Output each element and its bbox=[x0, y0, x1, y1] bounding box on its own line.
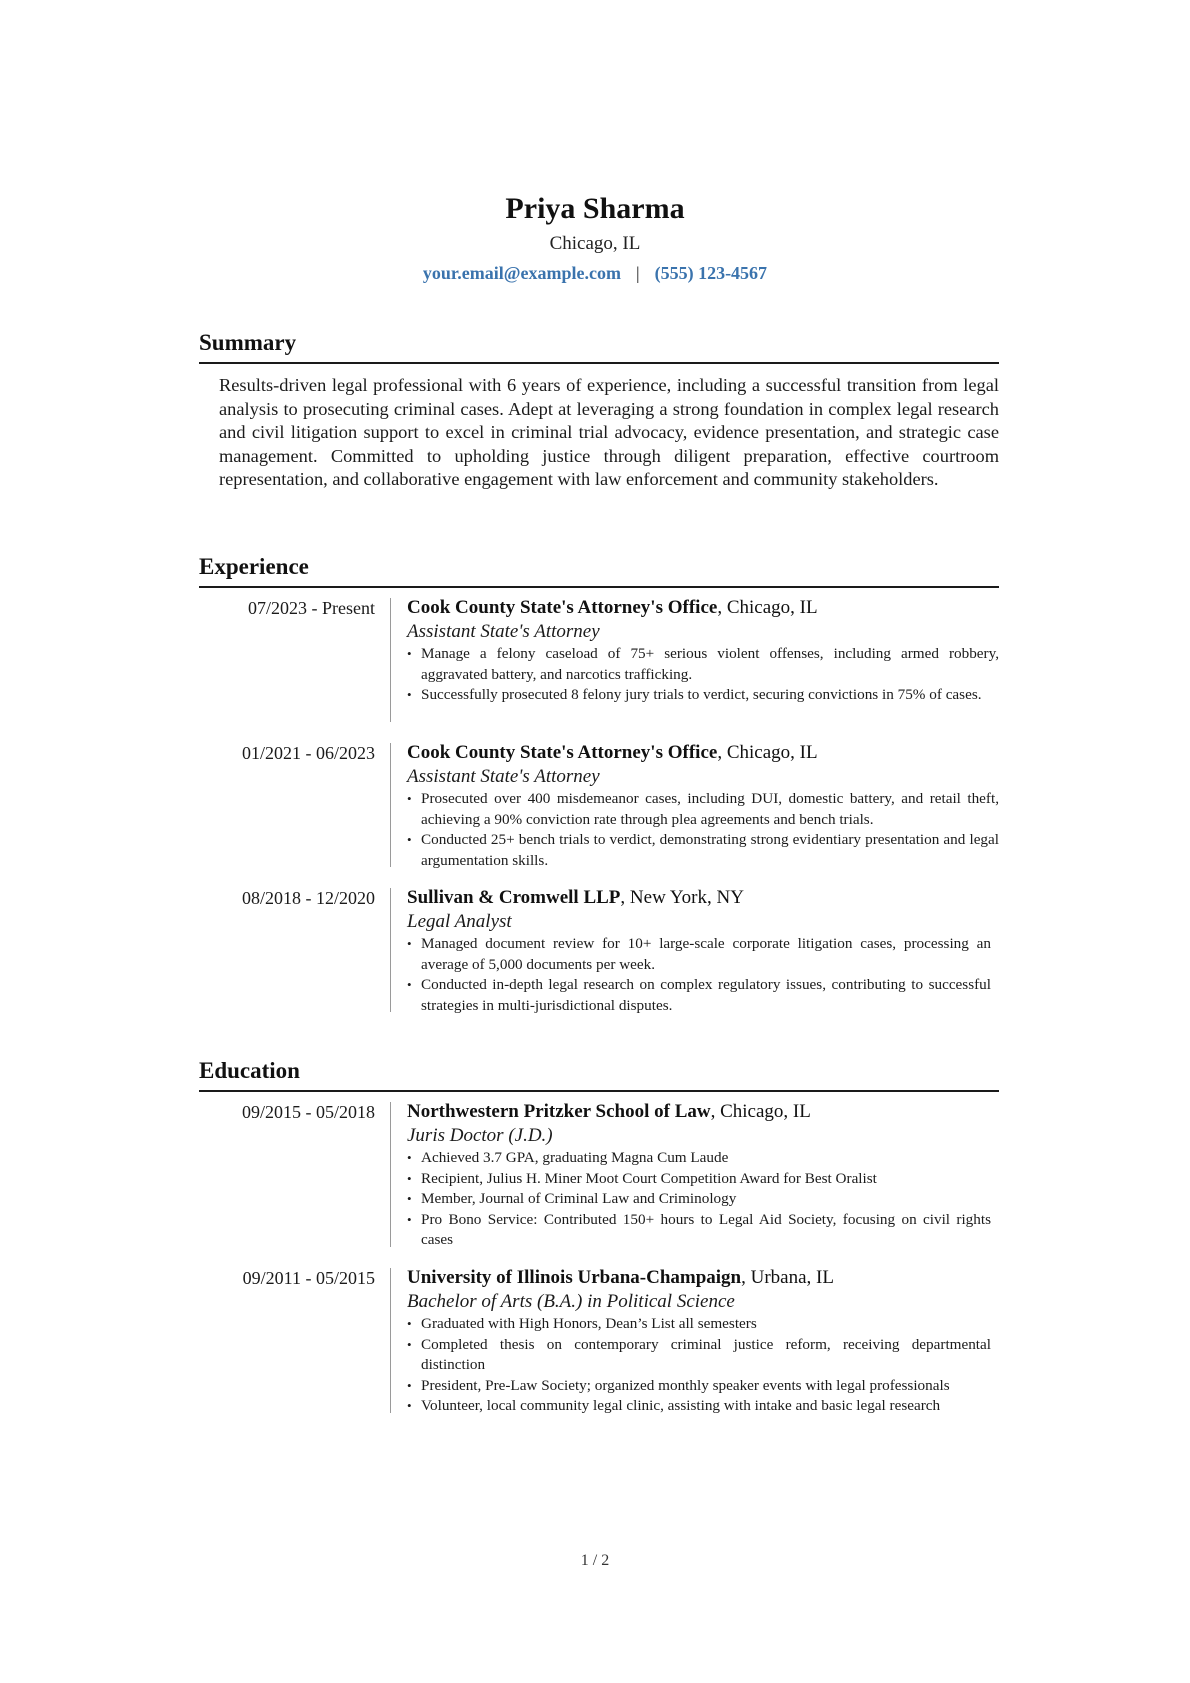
bullet-item: • Pro Bono Service: Contributed 150+ hours to Legal Aid Society, focusing on civil rights cases bbox=[407, 1210, 991, 1251]
bullet-item: • Prosecuted over 400 misdemeanor cases, including DUI, domestic battery, and retail theft, achieving a 90% conviction rate through plea agreements and bench trials. bbox=[407, 789, 999, 830]
timeline-line bbox=[390, 888, 391, 1012]
section-divider bbox=[199, 362, 999, 364]
entry-date: 08/2018 - 12/2020 bbox=[242, 888, 375, 908]
entry-bullets bbox=[407, 644, 999, 706]
entry-org: University of Illinois Urbana-Champaign bbox=[407, 1267, 742, 1288]
bullet-item: • Successfully prosecuted 8 felony jury trials to verdict, securing convictions in 75% of cases. bbox=[407, 685, 999, 706]
education-heading: Education bbox=[199, 1058, 300, 1083]
email-link[interactable]: your.email@example.com bbox=[422, 263, 621, 283]
timeline-line bbox=[390, 1268, 391, 1413]
entry-org: Sullivan & Cromwell LLP bbox=[407, 887, 621, 908]
entry-org-line bbox=[407, 1100, 991, 1124]
entry-location: , Chicago, IL bbox=[717, 597, 818, 618]
bullet-item: • President, Pre-Law Society; organized monthly speaker events with legal professionals bbox=[407, 1376, 991, 1397]
contact-separator: | bbox=[635, 263, 640, 283]
entry-location: , Chicago, IL bbox=[717, 742, 818, 763]
entry-org-line bbox=[407, 741, 999, 765]
phone-link[interactable]: (555) 123-4567 bbox=[654, 263, 768, 283]
entry-content bbox=[407, 1266, 991, 1417]
section-divider bbox=[199, 1090, 999, 1092]
experience-section bbox=[199, 552, 999, 1014]
entry-role: Assistant State's Attorney bbox=[407, 766, 600, 787]
entry-bullets bbox=[407, 934, 991, 1016]
entry-date: 07/2023 - Present bbox=[248, 598, 375, 618]
entry-org-line bbox=[407, 886, 991, 910]
timeline-line bbox=[390, 1102, 391, 1247]
bullet-item: • Managed document review for 10+ large-scale corporate litigation cases, processing an average of 5,000 documents per week. bbox=[407, 934, 991, 975]
bullet-item: • Conducted 25+ bench trials to verdict, demonstrating strong evidentiary presentation and legal argumentation skills. bbox=[407, 830, 999, 871]
entry-role: Bachelor of Arts (B.A.) in Political Science bbox=[407, 1291, 735, 1312]
page-number: 1 / 2 bbox=[580, 1552, 610, 1569]
entry-content bbox=[407, 1100, 991, 1251]
education-section bbox=[199, 1056, 999, 1415]
entry-org-line bbox=[407, 596, 999, 620]
entry-org: Cook County State's Attorney's Office bbox=[407, 597, 718, 618]
entry-content bbox=[407, 596, 999, 706]
summary-text: Results-driven legal professional with 6 years of experience, including a successful transition from legal analysis to prosecuting criminal cases. Adept at leveraging a strong foundation in complex legal research and civil litigation support to excel in criminal trial advocacy, evidence presentation, and strategic case management. Committed to upholding justice through diligent preparation, effective courtroom representation, and collaborative engagement with law enforcement and community stakeholders. bbox=[219, 375, 999, 489]
entry-date: 01/2021 - 06/2023 bbox=[242, 743, 375, 763]
bullet-item: • Conducted in-depth legal research on complex regulatory issues, contributing to successful strategies in multi-jurisdictional disputes. bbox=[407, 975, 991, 1016]
entry-content bbox=[407, 741, 999, 871]
entry-location: , New York, NY bbox=[620, 887, 744, 908]
contact-line bbox=[0, 260, 1190, 286]
entry-bullets bbox=[407, 1314, 991, 1417]
bullet-item: • Member, Journal of Criminal Law and Criminology bbox=[407, 1189, 991, 1210]
entry-org: Northwestern Pritzker School of Law bbox=[407, 1101, 711, 1122]
entry-content bbox=[407, 886, 991, 1016]
experience-heading: Experience bbox=[199, 554, 309, 579]
entry-org-line bbox=[407, 1266, 991, 1290]
candidate-location: Chicago, IL bbox=[549, 233, 641, 254]
bullet-item: • Completed thesis on contemporary criminal justice reform, receiving departmental distinction bbox=[407, 1335, 991, 1376]
section-divider bbox=[199, 586, 999, 588]
entry-role: Legal Analyst bbox=[407, 911, 512, 932]
bullet-item: • Recipient, Julius H. Miner Moot Court Competition Award for Best Oralist bbox=[407, 1169, 991, 1190]
entry-role: Assistant State's Attorney bbox=[407, 621, 600, 642]
entry-bullets bbox=[407, 789, 999, 871]
bullet-item: • Manage a felony caseload of 75+ serious violent offenses, including armed robbery, aggravated battery, and narcotics trafficking. bbox=[407, 644, 999, 685]
entry-date: 09/2015 - 05/2018 bbox=[242, 1102, 375, 1122]
timeline-line bbox=[390, 743, 391, 867]
bullet-item: • Volunteer, local community legal clinic, assisting with intake and basic legal research bbox=[407, 1396, 991, 1417]
entry-date: 09/2011 - 05/2015 bbox=[242, 1268, 375, 1288]
entry-org: Cook County State's Attorney's Office bbox=[407, 742, 718, 763]
summary-heading: Summary bbox=[199, 330, 297, 355]
entry-location: , Urbana, IL bbox=[741, 1267, 834, 1288]
candidate-name: Priya Sharma bbox=[505, 192, 685, 225]
summary-section bbox=[199, 328, 999, 492]
bullet-item: • Achieved 3.7 GPA, graduating Magna Cum Laude bbox=[407, 1148, 991, 1169]
timeline-line bbox=[390, 598, 391, 722]
entry-location: , Chicago, IL bbox=[710, 1101, 811, 1122]
entry-bullets bbox=[407, 1148, 991, 1251]
entry-role: Juris Doctor (J.D.) bbox=[407, 1125, 553, 1146]
bullet-item: • Graduated with High Honors, Dean’s List all semesters bbox=[407, 1314, 991, 1335]
resume-header bbox=[0, 190, 1190, 286]
